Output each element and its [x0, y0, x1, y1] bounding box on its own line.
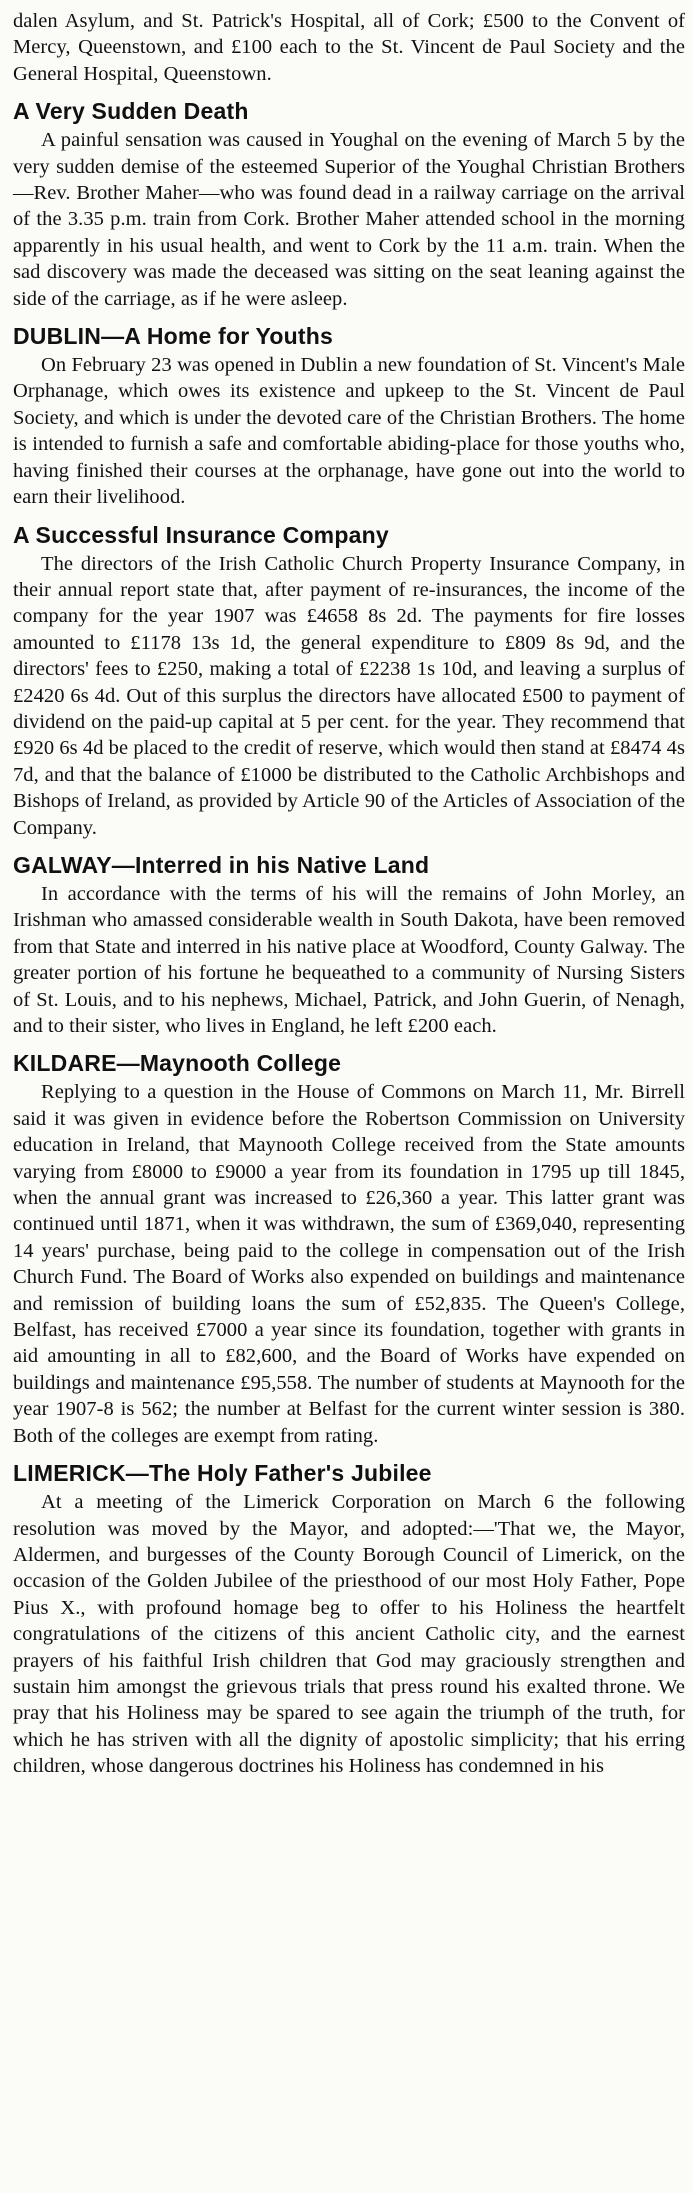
insurance-headline: A Successful Insurance Company: [13, 521, 389, 548]
intro-paragraph: dalen Asylum, and St. Patrick's Hospital, all of Cork; £500 to the Convent of Mercy, Queenstown, and £100 each to the St. Vincent de Paul Society and the General Hospital, Queenstown.: [13, 10, 685, 85]
sudden-death-headline: A Very Sudden Death: [13, 98, 249, 125]
dublin-paragraph: On February 23 was opened in Dublin a new foundation of St. Vincent's Male Orphanage, which owes its existence and upkeep to the St. Vincent de Paul Society, and which is under the devoted care of the Christian Brothers. The home is intended to furnish a safe and comfortable abiding-place for those youths who, having finished their courses at the orphanage, have gone out into the world to earn their livelihood.: [13, 354, 685, 509]
limerick-headline: LIMERICK—The Holy Father's Jubilee: [13, 1460, 432, 1487]
kildare-paragraph: Replying to a question in the House of Commons on March 11, Mr. Birrell said it was given in evidence before the Robertson Commission on University education in Ireland, that Maynooth College received from the State amounts varying from £8000 to £9000 a year from its foundation in 1795 up till 1845, when the annual grant was increased to £26,360 a year. This latter grant was continued until 1871, when it was withdrawn, the sum of £369,040, representing 14 years' purchase, being paid to the college in compensation out of the Irish Church Fund. The Board of Works also expended on buildings and maintenance and remission of building loans the sum of £52,835. The Queen's College, Belfast, has received £7000 a year since its foundation, together with grants in aid amounting in all to £82,600, and the Board of Works have expended on buildings and maintenance £95,558. The number of students at Maynooth for the year 1907-8 is 562; the number at Belfast for the current winter session is 380. Both of the colleges are exempt from rating.: [13, 1081, 685, 1447]
insurance-paragraph: The directors of the Irish Catholic Church Property Insurance Company, in their annual report state that, after payment of re-insurances, the income of the company for the year 1907 was £4658 8s 2d. The payments for fire losses amounted to £1178 13s 1d, the general expenditure to £809 8s 9d, and the directors' fees to £250, making a total of £2238 1s 10d, and leaving a surplus of £2420 6s 4d. Out of this surplus the directors have allocated £500 to payment of dividend on the paid-up capital at 5 per cent. for the year. They recommend that £920 6s 4d be placed to the credit of reserve, which would then stand at £8474 4s 7d, and that the balance of £1000 be distributed to the Catholic Archbishops and Bishops of Ireland, as provided by Article 90 of the Articles of Association of the Company.: [13, 552, 685, 839]
dublin-headline: DUBLIN—A Home for Youths: [13, 323, 333, 350]
kildare-headline: KILDARE—Maynooth College: [13, 1050, 342, 1077]
galway-headline: GALWAY—Interred in his Native Land: [13, 851, 430, 878]
limerick-paragraph: At a meeting of the Limerick Corporation on March 6 the following resolution was moved by the Mayor, and adopted:—'That we, the Mayor, Aldermen, and burgesses of the County Borough Council of Limerick, on the occasion of the Golden Jubilee of the priesthood of our most Holy Father, Pope Pius X., with profound homage beg to offer to his Holiness the heartfelt congratulations of the citizens of this ancient Catholic city, and the earnest prayers of his faithful Irish children that God may graciously strengthen and sustain him amongst the grievous trials that press round his exalted throne. We pray that his Holiness may be spared to see again the triumph of the truth, for which he has striven with all the dignity of apostolic simplicity; that his erring children, whose dangerous doctrines his Holiness has condemned in his: [13, 1491, 685, 1778]
galway-paragraph: In accordance with the terms of his will the remains of John Morley, an Irishman who amassed considerable wealth in South Dakota, have been removed from that State and interred in his native place at Woodford, County Galway. The greater portion of his fortune he bequeathed to a community of Nursing Sisters of St. Louis, and to his nephews, Michael, Patrick, and John Guerin, of Nenagh, and to their sister, who lives in England, he left £200 each.: [13, 882, 685, 1037]
sudden-death-paragraph: A painful sensation was caused in Youghal on the evening of March 5 by the very sudden demise of the esteemed Superior of the Youghal Christian Brothers—Rev. Brother Maher—who was found dead in a railway carriage on the arrival of the 3.35 p.m. train from Cork. Brother Maher attended school in the morning apparently in his usual health, and went to Cork by the 11 a.m. train. When the sad discovery was made the deceased was sitting on the seat leaning against the side of the carriage, as if he were asleep.: [13, 129, 685, 310]
